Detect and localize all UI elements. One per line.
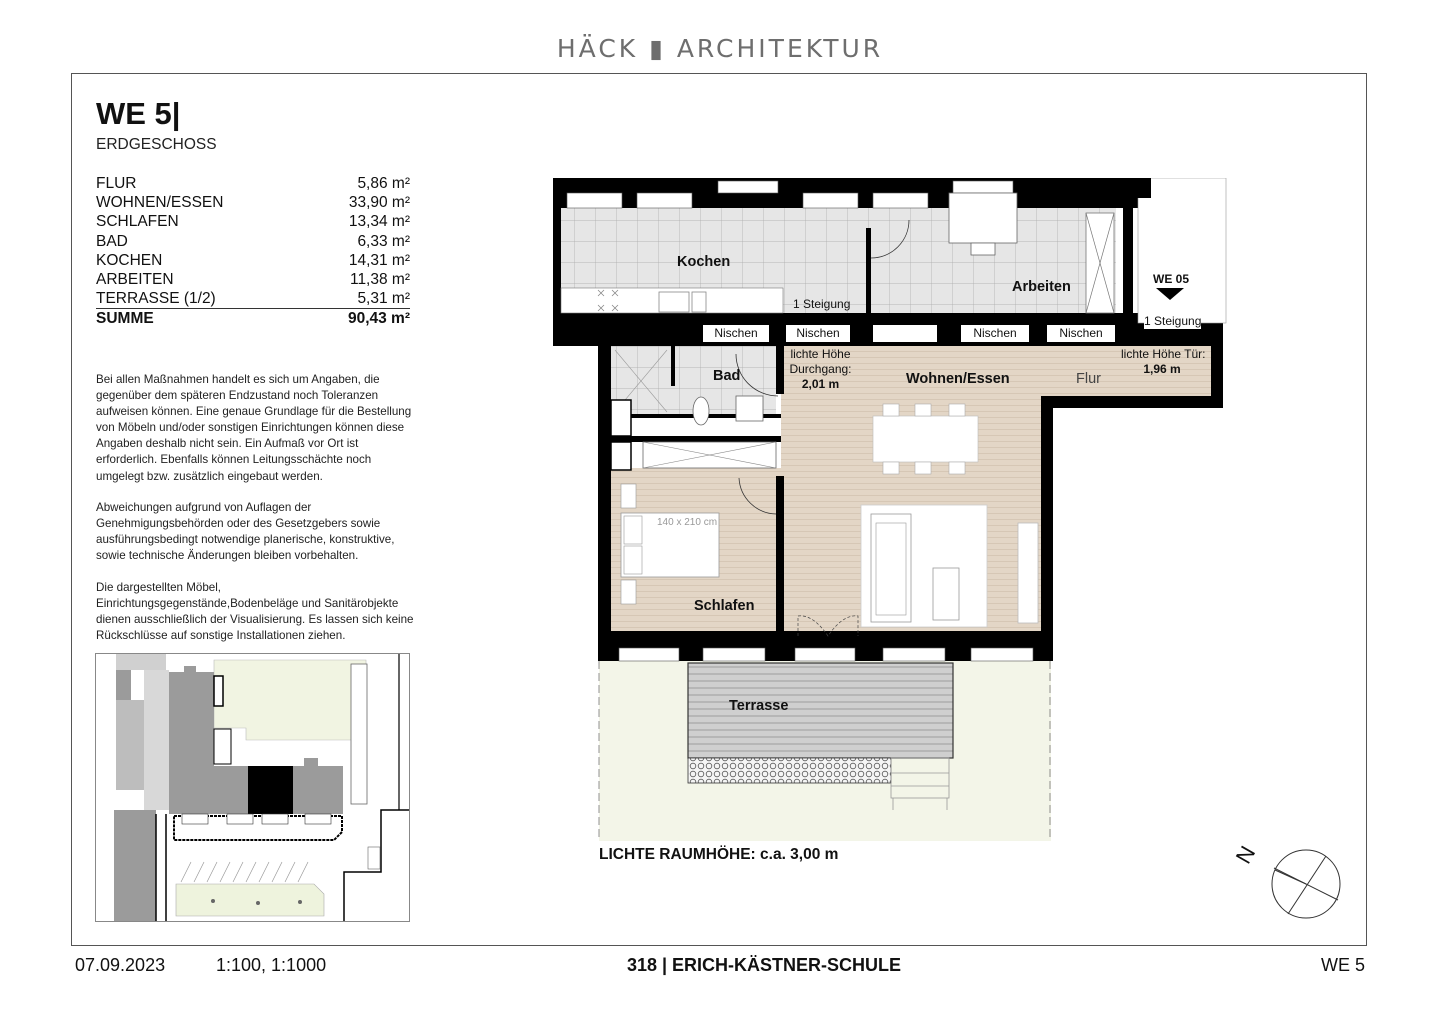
niche-label: Nischen	[786, 325, 850, 342]
area-row-bad	[96, 232, 410, 251]
area-name: BAD	[96, 232, 128, 250]
passage-note-line1: lichte Höhe	[790, 347, 851, 361]
area-row-terrasse	[96, 289, 410, 309]
area-name: FLUR	[96, 175, 137, 192]
niche-label: Nischen	[961, 325, 1029, 342]
niche-label: Nischen	[1047, 325, 1115, 342]
site-plan-drawing	[96, 654, 410, 922]
area-row-wohnen	[96, 193, 410, 212]
floor-label: ERDGESCHOSS	[96, 136, 217, 153]
area-row-kochen	[96, 251, 410, 270]
passage-note-value: 2,01 m	[801, 377, 840, 391]
room-label-arbeiten: Arbeiten	[1012, 279, 1071, 295]
room-label-terrasse: Terrasse	[729, 698, 789, 714]
total-value: 90,43 m²	[347, 310, 410, 328]
niche-label: Nischen	[703, 325, 769, 342]
footer-scale: 1:100, 1:1000	[216, 955, 327, 975]
area-name: KOCHEN	[96, 251, 163, 269]
passage-height-note	[788, 347, 853, 392]
disclaimer-tolerances: Bei allen Maßnahmen handelt es sich um Angaben, die gegenüber dem späteren Endzustand noch Toleranzen aufweisen können. Eine genaue Grundlage für die Bestellung von Möbeln und/oder sonstigen Einrichtungen können diese Angaben deshalb nicht sein. Ein Aufmaß vor Ort ist erforderlich. Ebenfalls können Leitungsschächte noch umgelegt bzw. zusätzlich eingebaut werden.	[96, 373, 412, 483]
area-row-arbeiten	[96, 270, 410, 289]
footer-unit: WE 5	[1320, 955, 1365, 975]
door-note-value: 1,96 m	[1143, 362, 1181, 376]
site-plan	[95, 653, 410, 922]
disclaimer-changes: Abweichungen aufgrund von Auflagen der Genehmigungsbehörden oder des Gesetzgebers sowie ausführungsbedingt notwendige planerische, konstruktive, sowie technische Änderungen bleiben vorbehalten.	[96, 501, 395, 563]
area-name: ARBEITEN	[96, 270, 174, 288]
area-row-total	[96, 309, 410, 328]
room-label-bad: Bad	[713, 368, 741, 384]
bed-size-label: 140 x 210 cm	[657, 517, 718, 528]
unit-title: WE 5|	[96, 96, 181, 131]
area-value: 5,86 m²	[357, 175, 410, 192]
disclaimer-furniture: Die dargestellten Möbel, Einrichtungsgegenstände,Bodenbeläge und Sanitärobjekte dienen ausschließlich der Visualisierung. Es lassen sich keine Rückschlüsse auf sonstige Installationen ziehen.	[96, 581, 414, 643]
passage-note-line2: Durchgang:	[789, 362, 852, 376]
room-label-schlafen: Schlafen	[694, 598, 755, 614]
room-label-flur: Flur	[1076, 371, 1101, 387]
area-value: 6,33 m²	[357, 232, 410, 250]
step-note-entry: 1 Steigung	[1144, 314, 1202, 328]
entry-unit-label: WE 05	[1153, 272, 1190, 286]
area-row-flur	[96, 174, 410, 193]
area-value: 5,31 m²	[357, 290, 410, 308]
step-note-kitchen: 1 Steigung	[793, 297, 851, 311]
area-name: SCHLAFEN	[96, 213, 179, 231]
north-label: N	[1230, 841, 1261, 868]
footer-date: 07.09.2023	[75, 955, 166, 975]
compass-icon	[1270, 848, 1342, 920]
area-name: WOHNEN/ESSEN	[96, 194, 224, 212]
ceiling-height-note: LICHTE RAUMHÖHE: c.a. 3,00 m	[599, 846, 839, 863]
area-value: 33,90 m²	[348, 194, 410, 212]
room-label-kochen: Kochen	[677, 254, 731, 270]
area-value: 14,31 m²	[348, 251, 410, 269]
room-label-wohnen-essen: Wohnen/Essen	[906, 371, 1010, 387]
door-note-line1: lichte Höhe Tür:	[1121, 347, 1206, 361]
floor-plan	[553, 178, 1233, 843]
niche-blank	[873, 325, 937, 342]
area-row-schlafen	[96, 212, 410, 231]
area-value: 13,34 m²	[348, 213, 410, 231]
floor-plan-drawing	[553, 178, 1233, 843]
area-value: 11,38 m²	[349, 270, 410, 288]
brand-logo: HÄCK ▮ ARCHITEKTUR	[556, 34, 884, 63]
area-table	[96, 174, 410, 329]
area-name: TERRASSE (1/2)	[96, 290, 216, 308]
total-name: SUMME	[96, 310, 154, 328]
footer-project: 318 | ERICH-KÄSTNER-SCHULE	[626, 955, 902, 975]
door-height-note	[1121, 347, 1206, 377]
